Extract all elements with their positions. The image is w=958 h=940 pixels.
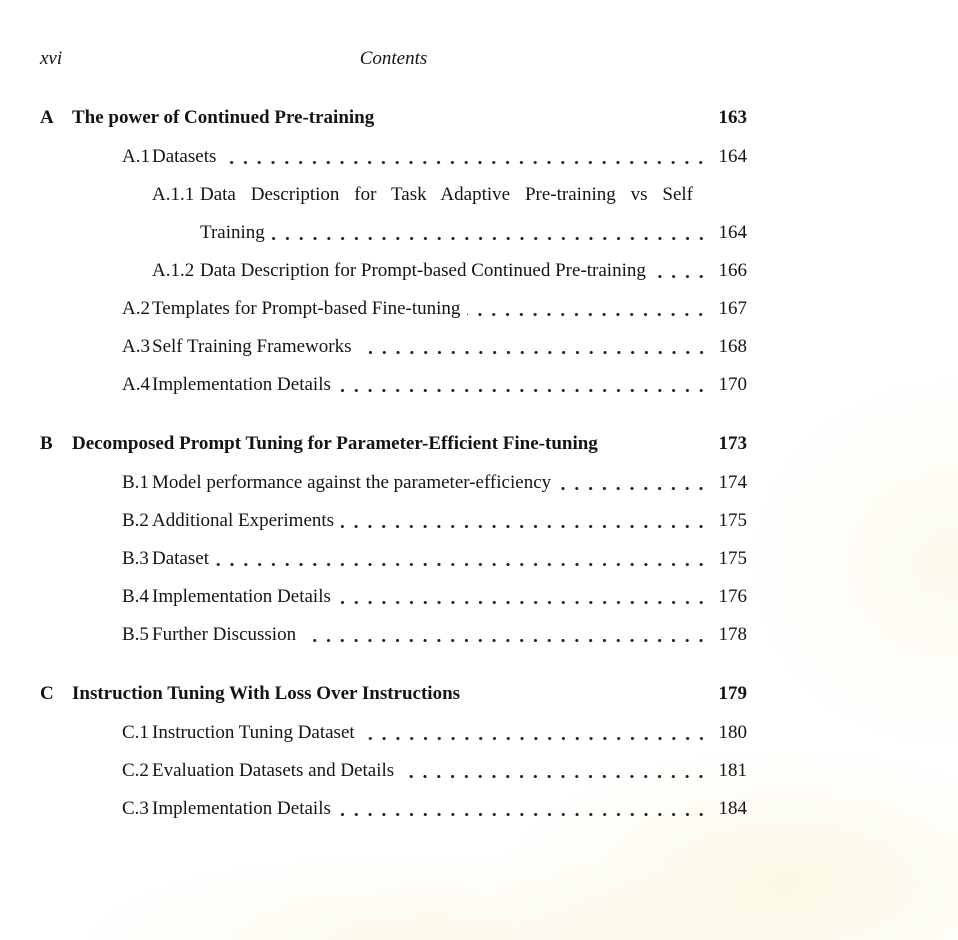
entry-page: 166 <box>718 260 747 281</box>
dot-leader <box>401 758 708 784</box>
contents-heading: Contents <box>359 48 428 69</box>
entry-title-line1: Data Description for Task Adaptive Pre-training vs Self <box>200 184 693 205</box>
dot-leader <box>359 334 709 360</box>
toc-entry[interactable] <box>40 144 747 170</box>
section-page: 179 <box>718 683 747 704</box>
dot-leader <box>467 296 708 322</box>
toc-section-c <box>40 680 747 822</box>
entry-page: 184 <box>718 798 747 819</box>
entry-page: 170 <box>718 374 747 395</box>
entry-title: Data Description for Prompt-based Continued Pre-training <box>200 260 646 281</box>
entry-number: A.1.2 <box>152 260 195 281</box>
toc-entry[interactable] <box>40 546 747 572</box>
entry-title-line2: Training <box>200 222 265 243</box>
entry-number: C.3 <box>122 798 149 819</box>
entry-number: B.2 <box>122 510 149 531</box>
dot-leader <box>223 144 708 170</box>
entry-body <box>200 182 747 246</box>
dot-leader <box>341 508 708 534</box>
entry-number: B.5 <box>122 624 149 645</box>
entry-title: Further Discussion <box>152 624 297 645</box>
dot-leader <box>216 546 708 572</box>
section-title: The power of Continued Pre-training <box>72 107 375 128</box>
toc-entry[interactable] <box>40 470 747 496</box>
entry-number: B.3 <box>122 548 149 569</box>
entry-title: Implementation Details <box>152 586 331 607</box>
dot-leader <box>338 372 708 398</box>
entry-title: Implementation Details <box>152 798 331 819</box>
toc-section-header[interactable] <box>40 104 747 132</box>
toc-entry[interactable] <box>40 296 747 322</box>
running-header <box>40 46 747 72</box>
section-number: A <box>40 107 54 128</box>
section-number: B <box>40 433 53 454</box>
entry-page: 164 <box>718 146 747 167</box>
entry-page: 178 <box>718 624 747 645</box>
entry-page: 168 <box>718 336 747 357</box>
dot-leader <box>653 258 708 284</box>
toc-entry[interactable] <box>40 508 747 534</box>
toc-entry[interactable] <box>40 796 747 822</box>
dot-leader <box>338 796 708 822</box>
folio-page-number: xvi <box>40 48 63 69</box>
toc-entry[interactable] <box>40 720 747 746</box>
entry-title: Implementation Details <box>152 374 331 395</box>
dot-leader <box>338 584 708 610</box>
toc-entry[interactable] <box>40 758 747 784</box>
toc-entry[interactable] <box>40 334 747 360</box>
toc-entry[interactable] <box>40 372 747 398</box>
section-number: C <box>40 683 54 704</box>
entry-number: A.2 <box>122 298 150 319</box>
entry-title: Model performance against the parameter-efficiency <box>152 472 552 493</box>
section-page: 173 <box>718 433 747 454</box>
toc-section-a <box>40 104 747 398</box>
entry-page: 175 <box>718 548 747 569</box>
dot-leader <box>362 720 708 746</box>
entry-number: B.1 <box>122 472 149 493</box>
toc-section-b <box>40 430 747 648</box>
entry-number: B.4 <box>122 586 149 607</box>
entry-page: 176 <box>718 586 747 607</box>
entry-title: Templates for Prompt-based Fine-tuning <box>152 298 461 319</box>
toc-section-header[interactable] <box>40 430 747 458</box>
entry-number: A.1.1 <box>152 184 195 205</box>
entry-number: C.2 <box>122 760 149 781</box>
toc-entry[interactable] <box>40 584 747 610</box>
entry-number: A.3 <box>122 336 150 357</box>
toc-entry[interactable] <box>40 622 747 648</box>
entry-number: C.1 <box>122 722 149 743</box>
dot-leader <box>272 220 708 246</box>
entry-page: 181 <box>718 760 747 781</box>
entry-title-line2-row <box>200 220 747 246</box>
section-title: Decomposed Prompt Tuning for Parameter-Efficient Fine-tuning <box>72 433 598 454</box>
entry-number: A.1 <box>122 146 150 167</box>
entry-title: Evaluation Datasets and Details <box>152 760 395 781</box>
entry-page: 164 <box>718 222 747 243</box>
toc-entry[interactable] <box>40 258 747 284</box>
section-title: Instruction Tuning With Loss Over Instructions <box>72 683 461 704</box>
dot-leader <box>558 470 708 496</box>
section-page: 163 <box>718 107 747 128</box>
entry-title: Instruction Tuning Dataset <box>152 722 355 743</box>
entry-page: 180 <box>718 722 747 743</box>
entry-page: 175 <box>718 510 747 531</box>
entry-title: Self Training Frameworks <box>152 336 352 357</box>
contents-page <box>40 0 747 822</box>
entry-title: Additional Experiments <box>152 510 335 531</box>
entry-number: A.4 <box>122 374 150 395</box>
toc-entry[interactable] <box>40 182 747 246</box>
entry-title: Datasets <box>152 146 217 167</box>
entry-page: 167 <box>718 298 747 319</box>
entry-page: 174 <box>718 472 747 493</box>
toc-section-header[interactable] <box>40 680 747 708</box>
dot-leader <box>303 622 708 648</box>
entry-title: Dataset <box>152 548 209 569</box>
